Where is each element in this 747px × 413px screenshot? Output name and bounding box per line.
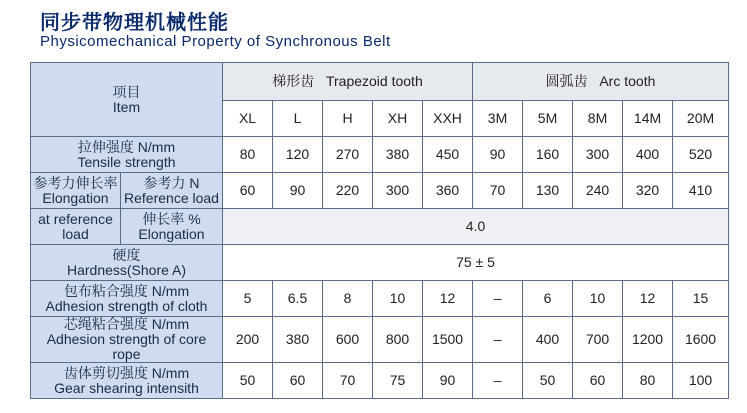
elongation-rate-label xyxy=(121,209,223,245)
cloth-adhesion-value: – xyxy=(473,281,523,317)
page-title-en: Physicomechanical Property of Synchronous Belt xyxy=(40,33,391,50)
model-header-cell: 3M xyxy=(473,101,523,137)
core-adhesion-label-cn: 芯绳粘合强度 N/mm xyxy=(63,316,190,332)
shear-value: 80 xyxy=(623,363,673,399)
cloth-adhesion-label-cn: 包布粘合强度 N/mm xyxy=(63,282,190,299)
tensile-value: 400 xyxy=(623,137,673,173)
hardness-label-cn: 硬度 xyxy=(112,246,141,263)
core-adhesion-value: 1200 xyxy=(623,317,673,363)
ref-load-value: 90 xyxy=(273,173,323,209)
model-header-cell: H xyxy=(323,101,373,137)
item-header xyxy=(31,63,223,137)
arc-group-header: 圆弧齿 Arc tooth xyxy=(473,63,729,101)
ref-load-value: 360 xyxy=(423,173,473,209)
model-header-cell: 14M xyxy=(623,101,673,137)
elongation-label xyxy=(31,173,121,209)
hardness-label xyxy=(31,245,223,281)
core-adhesion-value: 1500 xyxy=(423,317,473,363)
cloth-adhesion-value: 10 xyxy=(373,281,423,317)
shear-value: 50 xyxy=(523,363,573,399)
shear-value: 60 xyxy=(273,363,323,399)
model-header-cell: XXH xyxy=(423,101,473,137)
cloth-adhesion-value: 12 xyxy=(623,281,673,317)
elongation-rate-value: 4.0 xyxy=(223,209,729,245)
core-adhesion-label-en: Adhesion strength of core rope xyxy=(46,331,207,362)
shear-label xyxy=(31,363,223,399)
cloth-adhesion-value: 10 xyxy=(573,281,623,317)
tensile-value: 120 xyxy=(273,137,323,173)
elongation-rate-label-en: Elongation xyxy=(138,225,205,242)
core-adhesion-value: 200 xyxy=(223,317,273,363)
tensile-value: 270 xyxy=(323,137,373,173)
tensile-value: 80 xyxy=(223,137,273,173)
hardness-value: 75 ± 5 xyxy=(223,245,729,281)
model-header-cell: 8M xyxy=(573,101,623,137)
tensile-value: 520 xyxy=(673,137,729,173)
model-header-cell: 5M xyxy=(523,101,573,137)
at-reference-text: at reference xyxy=(38,210,113,227)
tensile-label-en: Tensile strength xyxy=(77,153,176,170)
tensile-value: 90 xyxy=(473,137,523,173)
core-adhesion-value: 600 xyxy=(323,317,373,363)
model-header-cell: L xyxy=(273,101,323,137)
elongation-label-cn: 参考力伸长率 xyxy=(33,174,118,191)
tensile-value: 300 xyxy=(573,137,623,173)
ref-load-value: 410 xyxy=(673,173,729,209)
shear-value: 100 xyxy=(673,363,729,399)
core-adhesion-value: 1600 xyxy=(673,317,729,363)
page-title-cn: 同步带物理机械性能 xyxy=(40,10,229,34)
tensile-value: 450 xyxy=(423,137,473,173)
ref-load-label xyxy=(121,173,223,209)
shear-label-cn: 齿体剪切强度 N/mm xyxy=(63,364,190,381)
core-adhesion-value: – xyxy=(473,317,523,363)
load-text: load xyxy=(62,225,89,242)
cloth-adhesion-value: 5 xyxy=(223,281,273,317)
shear-value: 75 xyxy=(373,363,423,399)
ref-load-value: 70 xyxy=(473,173,523,209)
ref-load-label-cn: 参考力 N xyxy=(143,174,200,191)
core-adhesion-value: 400 xyxy=(523,317,573,363)
core-adhesion-label xyxy=(31,317,223,363)
shear-value: 60 xyxy=(573,363,623,399)
at-reference-load-label xyxy=(31,209,121,245)
ref-load-value: 240 xyxy=(573,173,623,209)
ref-load-value: 320 xyxy=(623,173,673,209)
cloth-adhesion-value: 12 xyxy=(423,281,473,317)
ref-load-value: 130 xyxy=(523,173,573,209)
shear-value: – xyxy=(473,363,523,399)
tensile-value: 160 xyxy=(523,137,573,173)
cloth-adhesion-value: 8 xyxy=(323,281,373,317)
core-adhesion-value: 800 xyxy=(373,317,423,363)
cloth-adhesion-value: 6.5 xyxy=(273,281,323,317)
core-adhesion-value: 700 xyxy=(573,317,623,363)
ref-load-value: 300 xyxy=(373,173,423,209)
tensile-value: 380 xyxy=(373,137,423,173)
ref-load-label-en: Reference load xyxy=(124,189,219,206)
elongation-rate-label-cn: 伸长率 % xyxy=(142,210,201,227)
cloth-adhesion-value: 6 xyxy=(523,281,573,317)
core-adhesion-value: 380 xyxy=(273,317,323,363)
model-header-cell: XH xyxy=(373,101,423,137)
model-header-cell: XL xyxy=(223,101,273,137)
cloth-adhesion-value: 15 xyxy=(673,281,729,317)
ref-load-value: 220 xyxy=(323,173,373,209)
ref-load-value: 60 xyxy=(223,173,273,209)
model-header-cell: 20M xyxy=(673,101,729,137)
tensile-label xyxy=(31,137,223,173)
trapezoid-group-header: 梯形齿 Trapezoid tooth xyxy=(223,63,473,101)
shear-value: 70 xyxy=(323,363,373,399)
elongation-label-en: Elongation xyxy=(42,189,109,206)
cloth-adhesion-label xyxy=(31,281,223,317)
hardness-label-en: Hardness(Shore A) xyxy=(66,261,187,278)
shear-value: 50 xyxy=(223,363,273,399)
item-header-en: Item xyxy=(112,98,141,115)
shear-value: 90 xyxy=(423,363,473,399)
shear-label-en: Gear shearing intensith xyxy=(54,379,199,396)
tensile-label-cn: 拉伸强度 N/mm xyxy=(77,138,176,155)
item-header-cn: 项目 xyxy=(112,83,141,100)
property-table xyxy=(30,62,729,399)
cloth-adhesion-label-en: Adhesion strength of cloth xyxy=(45,297,208,314)
